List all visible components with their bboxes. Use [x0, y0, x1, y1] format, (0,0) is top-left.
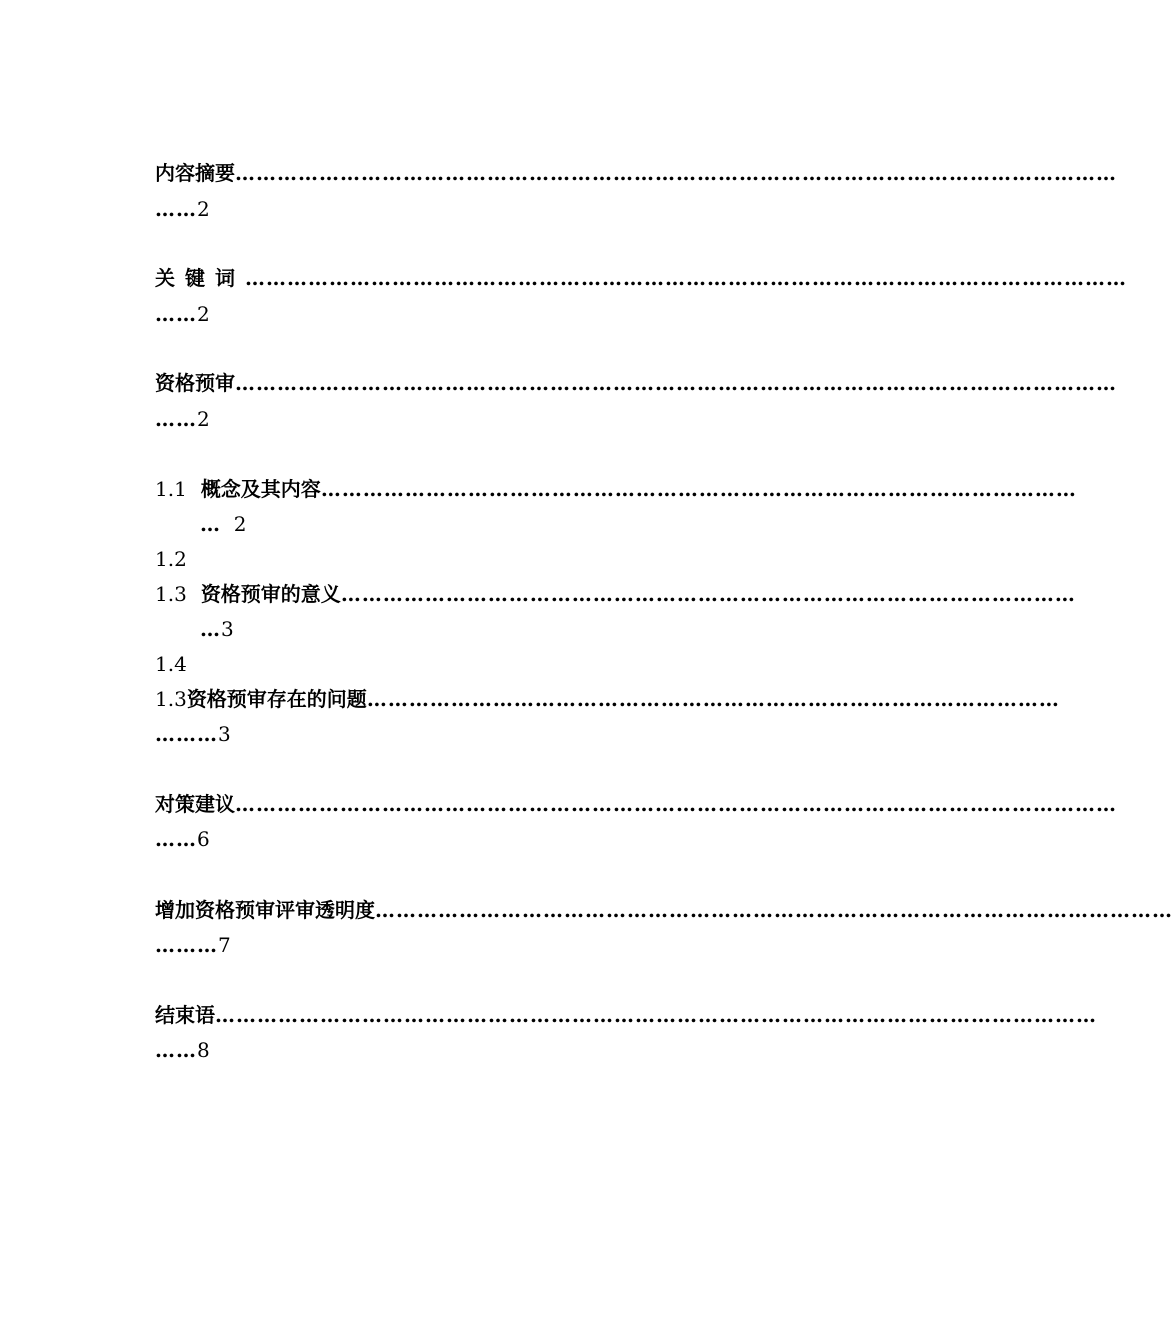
toc-entry-prequal-cont — [155, 402, 830, 436]
toc-entry-abstract-cont — [155, 192, 830, 226]
toc-page-number: 2 — [197, 197, 210, 221]
toc-page-number: 2 — [233, 512, 247, 536]
toc-leader-dots: …………………………………………………………………………………………… — [340, 582, 1076, 606]
toc-entry-1-4[interactable] — [155, 647, 830, 681]
toc-entry-keywords-cont — [155, 297, 830, 331]
toc-section-number: 1.4 — [155, 652, 187, 676]
toc-entry-title: 资格预审存在的问题 — [186, 687, 367, 711]
toc-entry-conclusion-cont — [155, 1033, 830, 1067]
toc-entry-1-3-issues-cont — [155, 717, 830, 751]
toc-entry-1-3-issues[interactable] — [155, 682, 1060, 716]
toc-leader-dots: ……………………………………………………………………………………………………………… — [245, 266, 1127, 290]
toc-section-number: 1.3 — [155, 582, 187, 606]
toc-entry-title: 内容摘要 — [155, 161, 235, 185]
toc-leader-dots: ……………………………………………………………………………………… — [366, 687, 1060, 711]
toc-page-number: 2 — [197, 407, 210, 431]
toc-entry-1-1-cont — [200, 507, 830, 541]
toc-entry-title: 资格预审 — [155, 371, 235, 395]
toc-leader-dots: …………………………………………………………………………………………………… — [375, 898, 1173, 922]
toc-leader-dots: ……………………………………………………………………………………………… — [320, 477, 1077, 501]
toc-leader-dots: ……………………………………………………………………………………………………………… — [215, 1003, 1097, 1027]
toc-page-number: 3 — [218, 722, 231, 746]
toc-entry-title: 概念及其内容 — [200, 477, 321, 501]
toc-leader-dots: ……………………………………………………………………………………………………………… — [235, 792, 1117, 816]
toc-leader-dots: …… — [155, 1038, 197, 1062]
toc-entry-title: 对策建议 — [155, 792, 235, 816]
toc-section-number: 1.2 — [155, 547, 187, 571]
toc-leader-dots: …… — [155, 197, 197, 221]
toc-page-number: 2 — [197, 302, 210, 326]
toc-section-number: 1.1 — [155, 477, 187, 501]
toc-leader-dots: …… — [155, 407, 197, 431]
toc-entry-countermeasures-cont — [155, 822, 830, 856]
toc-leader-dots: …… — [155, 302, 197, 326]
toc-page-number: 7 — [218, 933, 231, 957]
toc-entry-title: 结束语 — [155, 1003, 215, 1027]
toc-entry-1-3[interactable] — [155, 577, 1076, 611]
toc-entry-transparency[interactable] — [155, 893, 1173, 927]
toc-entry-title: 资格预审的意义 — [200, 582, 341, 606]
toc-entry-title: 增加资格预审评审透明度 — [155, 898, 375, 922]
toc-leader-dots: ……………………………………………………………………………………………………………… — [235, 371, 1117, 395]
toc-page-number: 6 — [197, 827, 210, 851]
toc-leader-dots: … — [200, 617, 221, 641]
toc-leader-dots: ……………………………………………………………………………………………………………… — [235, 161, 1117, 185]
toc-entry-transparency-cont — [155, 928, 830, 962]
toc-page-number: 3 — [221, 617, 234, 641]
toc-leader-dots: … — [200, 512, 221, 536]
toc-entry-keywords[interactable] — [155, 261, 1127, 295]
toc-page-number: 8 — [197, 1038, 210, 1062]
toc-entry-1-3-cont — [200, 612, 830, 646]
toc-section-number: 1.3 — [155, 687, 187, 711]
toc-entry-1-1[interactable] — [155, 472, 1077, 506]
toc-entry-prequal[interactable] — [155, 366, 1117, 400]
toc-entry-countermeasures[interactable] — [155, 787, 1117, 821]
toc-leader-dots: ……… — [155, 933, 218, 957]
toc-leader-dots: ……… — [155, 722, 218, 746]
toc-entry-abstract[interactable] — [155, 156, 1117, 190]
toc-entry-title: 关键词 — [155, 266, 245, 290]
toc-leader-dots: …… — [155, 827, 197, 851]
toc-entry-1-2[interactable] — [155, 542, 830, 576]
toc-entry-conclusion[interactable] — [155, 998, 1097, 1032]
